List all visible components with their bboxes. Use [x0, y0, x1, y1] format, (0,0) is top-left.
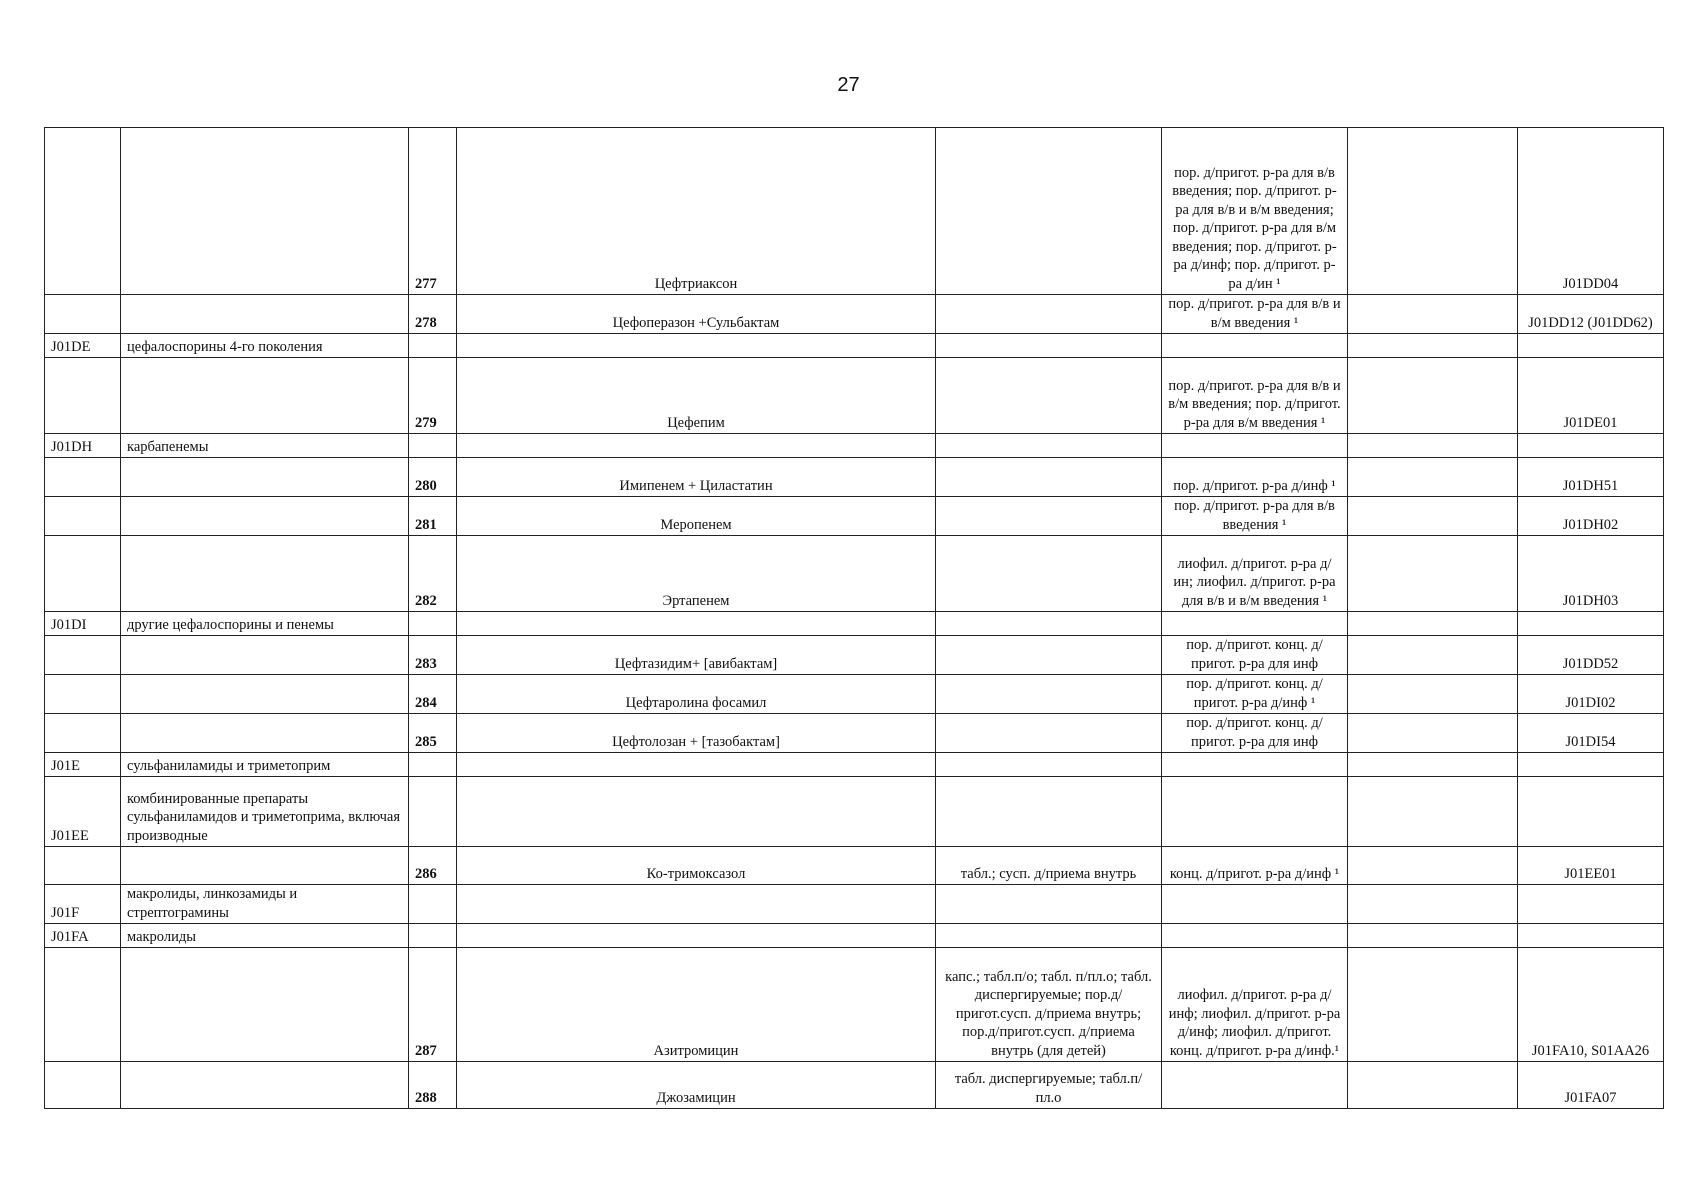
drug-name: Цефтаролина фосамил	[457, 675, 936, 714]
atc-group-code	[45, 295, 121, 334]
group-name	[121, 536, 409, 612]
atc-code	[1518, 885, 1664, 924]
extra-column	[1348, 847, 1518, 885]
oral-dosage-form	[936, 295, 1162, 334]
oral-dosage-form	[936, 334, 1162, 358]
injectable-dosage-form: лиофил. д/пригот. р-ра д/инф; лиофил. д/пригот. р-ра д/инф; лиофил. д/пригот. конц. д/пригот. р-ра д/инф.¹	[1162, 948, 1348, 1062]
drug-name: Цефтазидим+ [авибактам]	[457, 636, 936, 675]
atc-group-code	[45, 458, 121, 497]
oral-dosage-form	[936, 497, 1162, 536]
atc-code	[1518, 612, 1664, 636]
oral-dosage-form	[936, 358, 1162, 434]
atc-group-code	[45, 536, 121, 612]
item-number: 281	[409, 497, 457, 536]
group-name	[121, 497, 409, 536]
atc-group-code	[45, 497, 121, 536]
oral-dosage-form: капс.; табл.п/о; табл. п/пл.о; табл. диспергируемые; пор.д/пригот.сусп. д/приема внутрь; пор.д/пригот.сусп. д/приема внутрь (для детей)	[936, 948, 1162, 1062]
extra-column	[1348, 358, 1518, 434]
atc-code: J01DD52	[1518, 636, 1664, 675]
drug-name	[457, 777, 936, 847]
atc-code: J01DD04	[1518, 128, 1664, 295]
oral-dosage-form	[936, 128, 1162, 295]
group-name	[121, 295, 409, 334]
item-number	[409, 924, 457, 948]
group-name: макролиды	[121, 924, 409, 948]
injectable-dosage-form: конц. д/пригот. р-ра д/инф ¹	[1162, 847, 1348, 885]
extra-column	[1348, 753, 1518, 777]
extra-column	[1348, 948, 1518, 1062]
group-name	[121, 1062, 409, 1109]
item-number: 280	[409, 458, 457, 497]
item-number: 284	[409, 675, 457, 714]
extra-column	[1348, 885, 1518, 924]
injectable-dosage-form	[1162, 1062, 1348, 1109]
group-row	[45, 334, 1664, 358]
group-row	[45, 924, 1664, 948]
drug-row	[45, 675, 1664, 714]
injectable-dosage-form: пор. д/пригот. конц. д/пригот. р-ра для инф	[1162, 714, 1348, 753]
extra-column	[1348, 612, 1518, 636]
injectable-dosage-form	[1162, 885, 1348, 924]
atc-group-code: J01DH	[45, 434, 121, 458]
oral-dosage-form: табл.; сусп. д/приема внутрь	[936, 847, 1162, 885]
oral-dosage-form	[936, 924, 1162, 948]
oral-dosage-form: табл. диспергируемые; табл.п/пл.о	[936, 1062, 1162, 1109]
drug-name	[457, 885, 936, 924]
group-name: другие цефалоспорины и пенемы	[121, 612, 409, 636]
group-name	[121, 675, 409, 714]
extra-column	[1348, 536, 1518, 612]
extra-column	[1348, 295, 1518, 334]
oral-dosage-form	[936, 636, 1162, 675]
oral-dosage-form	[936, 434, 1162, 458]
drug-name: Имипенем + Циластатин	[457, 458, 936, 497]
atc-group-code: J01FA	[45, 924, 121, 948]
drug-name: Азитромицин	[457, 948, 936, 1062]
atc-group-code	[45, 675, 121, 714]
atc-group-code: J01EE	[45, 777, 121, 847]
extra-column	[1348, 1062, 1518, 1109]
group-row	[45, 777, 1664, 847]
group-name	[121, 636, 409, 675]
extra-column	[1348, 128, 1518, 295]
group-name	[121, 358, 409, 434]
group-name	[121, 714, 409, 753]
injectable-dosage-form: пор. д/пригот. р-ра для в/в и в/м введения ¹	[1162, 295, 1348, 334]
group-name: цефалоспорины 4-го поколения	[121, 334, 409, 358]
injectable-dosage-form: пор. д/пригот. р-ра для в/в введения; пор. д/пригот. р-ра для в/в и в/м введения; пор. д/пригот. р-ра для в/м введения; пор. д/пригот. р-ра д/инф; пор. д/пригот. р-ра д/ин ¹	[1162, 128, 1348, 295]
atc-code	[1518, 924, 1664, 948]
injectable-dosage-form	[1162, 334, 1348, 358]
extra-column	[1348, 497, 1518, 536]
page-number: 27	[837, 74, 860, 96]
drug-name	[457, 924, 936, 948]
group-row	[45, 885, 1664, 924]
drug-name: Джозамицин	[457, 1062, 936, 1109]
group-name	[121, 847, 409, 885]
drug-row	[45, 295, 1664, 334]
oral-dosage-form	[936, 753, 1162, 777]
atc-group-code	[45, 714, 121, 753]
injectable-dosage-form: пор. д/пригот. конц. д/пригот. р-ра д/инф ¹	[1162, 675, 1348, 714]
drug-row	[45, 128, 1664, 295]
injectable-dosage-form	[1162, 753, 1348, 777]
drug-registry-table	[44, 127, 1664, 1109]
atc-code: J01DI54	[1518, 714, 1664, 753]
atc-code: J01EE01	[1518, 847, 1664, 885]
item-number: 285	[409, 714, 457, 753]
group-row	[45, 753, 1664, 777]
atc-group-code	[45, 847, 121, 885]
drug-name: Ко-тримоксазол	[457, 847, 936, 885]
item-number	[409, 612, 457, 636]
drug-name: Эртапенем	[457, 536, 936, 612]
item-number	[409, 777, 457, 847]
extra-column	[1348, 675, 1518, 714]
group-name	[121, 948, 409, 1062]
injectable-dosage-form	[1162, 924, 1348, 948]
extra-column	[1348, 924, 1518, 948]
item-number: 277	[409, 128, 457, 295]
oral-dosage-form	[936, 612, 1162, 636]
item-number: 278	[409, 295, 457, 334]
group-row	[45, 612, 1664, 636]
oral-dosage-form	[936, 458, 1162, 497]
oral-dosage-form	[936, 777, 1162, 847]
atc-code: J01DH51	[1518, 458, 1664, 497]
oral-dosage-form	[936, 536, 1162, 612]
item-number	[409, 885, 457, 924]
injectable-dosage-form: лиофил. д/пригот. р-ра д/ин; лиофил. д/пригот. р-ра для в/в и в/м введения ¹	[1162, 536, 1348, 612]
oral-dosage-form	[936, 714, 1162, 753]
item-number: 283	[409, 636, 457, 675]
drug-name	[457, 612, 936, 636]
atc-code: J01FA10, S01AA26	[1518, 948, 1664, 1062]
item-number: 288	[409, 1062, 457, 1109]
item-number: 287	[409, 948, 457, 1062]
drug-name	[457, 334, 936, 358]
oral-dosage-form	[936, 885, 1162, 924]
item-number	[409, 434, 457, 458]
drug-name: Цефтриаксон	[457, 128, 936, 295]
extra-column	[1348, 777, 1518, 847]
atc-code: J01DH02	[1518, 497, 1664, 536]
drug-row	[45, 714, 1664, 753]
injectable-dosage-form	[1162, 434, 1348, 458]
drug-name	[457, 753, 936, 777]
drug-name: Цефоперазон +Сульбактам	[457, 295, 936, 334]
item-number: 279	[409, 358, 457, 434]
injectable-dosage-form: пор. д/пригот. р-ра д/инф ¹	[1162, 458, 1348, 497]
group-row	[45, 434, 1664, 458]
injectable-dosage-form: пор. д/пригот. р-ра для в/в введения ¹	[1162, 497, 1348, 536]
injectable-dosage-form	[1162, 777, 1348, 847]
group-name: сульфаниламиды и триметоприм	[121, 753, 409, 777]
atc-group-code	[45, 1062, 121, 1109]
oral-dosage-form	[936, 675, 1162, 714]
drug-name: Цефтолозан + [тазобактам]	[457, 714, 936, 753]
group-name	[121, 458, 409, 497]
drug-row	[45, 636, 1664, 675]
group-name	[121, 128, 409, 295]
drug-row	[45, 948, 1664, 1062]
item-number	[409, 334, 457, 358]
drug-name: Цефепим	[457, 358, 936, 434]
atc-group-code: J01DE	[45, 334, 121, 358]
drug-row	[45, 1062, 1664, 1109]
injectable-dosage-form: пор. д/пригот. р-ра для в/в и в/м введения; пор. д/пригот. р-ра для в/м введения ¹	[1162, 358, 1348, 434]
atc-code	[1518, 753, 1664, 777]
item-number	[409, 753, 457, 777]
atc-group-code	[45, 358, 121, 434]
extra-column	[1348, 714, 1518, 753]
drug-row	[45, 847, 1664, 885]
atc-code	[1518, 777, 1664, 847]
item-number: 286	[409, 847, 457, 885]
extra-column	[1348, 434, 1518, 458]
drug-name	[457, 434, 936, 458]
atc-code: J01DE01	[1518, 358, 1664, 434]
group-name: карбапенемы	[121, 434, 409, 458]
atc-code: J01DI02	[1518, 675, 1664, 714]
atc-group-code: J01F	[45, 885, 121, 924]
group-name: макролиды, линкозамиды и стрептограмины	[121, 885, 409, 924]
extra-column	[1348, 636, 1518, 675]
atc-code: J01FA07	[1518, 1062, 1664, 1109]
drug-row	[45, 497, 1664, 536]
atc-group-code	[45, 636, 121, 675]
atc-code	[1518, 334, 1664, 358]
drug-name: Меропенем	[457, 497, 936, 536]
atc-group-code: J01DI	[45, 612, 121, 636]
extra-column	[1348, 334, 1518, 358]
drug-row	[45, 536, 1664, 612]
atc-code: J01DH03	[1518, 536, 1664, 612]
atc-code	[1518, 434, 1664, 458]
item-number: 282	[409, 536, 457, 612]
injectable-dosage-form: пор. д/пригот. конц. д/пригот. р-ра для инф	[1162, 636, 1348, 675]
drug-row	[45, 458, 1664, 497]
injectable-dosage-form	[1162, 612, 1348, 636]
drug-row	[45, 358, 1664, 434]
atc-group-code	[45, 948, 121, 1062]
atc-code: J01DD12 (J01DD62)	[1518, 295, 1664, 334]
atc-group-code	[45, 128, 121, 295]
atc-group-code: J01E	[45, 753, 121, 777]
extra-column	[1348, 458, 1518, 497]
group-name: комбинированные препараты сульфаниламидов и триметоприма, включая производные	[121, 777, 409, 847]
